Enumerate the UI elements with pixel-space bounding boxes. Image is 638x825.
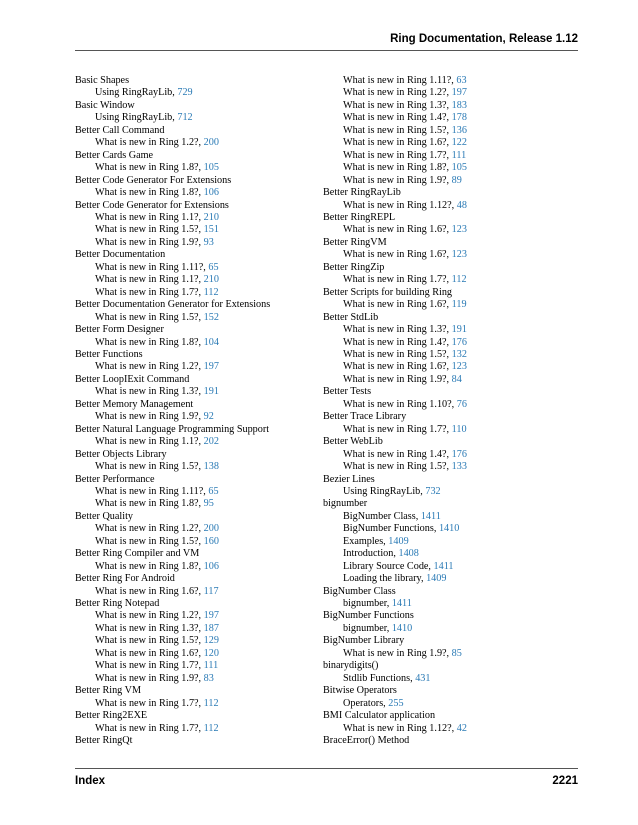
index-subentry xyxy=(323,723,563,735)
index-entry xyxy=(323,735,563,747)
index-entry xyxy=(75,349,315,361)
page-link[interactable]: 84 xyxy=(451,373,462,385)
index-subentry xyxy=(323,486,563,498)
index-entry-text: What is new in Ring 1.10?, xyxy=(343,398,457,410)
index-entry xyxy=(323,685,563,697)
page-link[interactable]: 104 xyxy=(203,336,219,348)
page-link[interactable]: 119 xyxy=(451,299,467,311)
index-subentry xyxy=(75,386,315,398)
index-entry-text: What is new in Ring 1.7?, xyxy=(343,274,452,286)
index-entry-text: Better Documentation Generator for Extensions xyxy=(75,299,271,311)
page-link[interactable]: 1409 xyxy=(388,535,409,547)
index-entry xyxy=(323,436,563,448)
page-link[interactable]: 112 xyxy=(203,286,219,298)
index-subentry xyxy=(323,623,563,635)
index-entry-text: What is new in Ring 1.8?, xyxy=(95,498,204,510)
index-entry xyxy=(75,511,315,523)
index-subentry xyxy=(323,125,563,137)
page-link[interactable]: 123 xyxy=(451,249,467,261)
index-entry-text: Introduction, xyxy=(343,548,399,560)
index-entry-text: What is new in Ring 1.6?, xyxy=(343,224,452,236)
index-entry-text: BMI Calculator application xyxy=(323,710,436,722)
page-link[interactable]: 123 xyxy=(451,224,467,236)
index-entry-text: What is new in Ring 1.6?, xyxy=(95,585,204,597)
index-subentry xyxy=(75,586,315,598)
page-link[interactable]: 65 xyxy=(208,485,219,497)
index-entry-text: What is new in Ring 1.5?, xyxy=(343,348,452,360)
index-subentry xyxy=(323,523,563,535)
index-subentry xyxy=(323,324,563,336)
page-link[interactable]: 1411 xyxy=(391,598,412,610)
index-subentry xyxy=(75,411,315,423)
page-link[interactable]: 1411 xyxy=(433,560,454,572)
page-link[interactable]: 431 xyxy=(415,672,431,684)
index-entry xyxy=(75,200,315,212)
page-link[interactable]: 110 xyxy=(451,423,467,435)
page-link[interactable]: 105 xyxy=(451,162,467,174)
index-entry-text: bignumber, xyxy=(343,622,392,634)
index-entry-text: What is new in Ring 1.4?, xyxy=(343,336,452,348)
footer-page-number: 2221 xyxy=(552,775,578,787)
page-link[interactable]: 111 xyxy=(451,149,467,161)
index-subentry xyxy=(323,200,563,212)
index-entry-text: What is new in Ring 1.9?, xyxy=(343,647,452,659)
page-link[interactable]: 65 xyxy=(208,261,219,273)
index-entry-text: What is new in Ring 1.5?, xyxy=(343,124,452,136)
index-subentry xyxy=(75,461,315,473)
index-entry-text: What is new in Ring 1.4?, xyxy=(343,448,452,460)
page-link[interactable]: 200 xyxy=(203,523,219,535)
index-subentry xyxy=(323,361,563,373)
index-entry-text: What is new in Ring 1.12?, xyxy=(343,199,457,211)
index-entry-text: What is new in Ring 1.8?, xyxy=(95,162,204,174)
index-subentry xyxy=(75,486,315,498)
page-link[interactable]: 112 xyxy=(203,722,219,734)
index-subentry xyxy=(323,548,563,560)
index-entry-text: What is new in Ring 1.12?, xyxy=(343,722,457,734)
index-subentry xyxy=(323,274,563,286)
page-link[interactable]: 200 xyxy=(203,137,219,149)
page-link[interactable]: 129 xyxy=(203,635,219,647)
index-entry-text: Better Natural Language Programming Support xyxy=(75,423,270,435)
index-subentry xyxy=(323,561,563,573)
index-entry-text: What is new in Ring 1.3?, xyxy=(343,99,452,111)
index-entry xyxy=(75,374,315,386)
index-subentry xyxy=(75,274,315,286)
page-link[interactable]: 255 xyxy=(388,697,404,709)
index-entry xyxy=(75,449,315,461)
index-entry-text: What is new in Ring 1.8?, xyxy=(95,560,204,572)
index-entry-text: What is new in Ring 1.6?, xyxy=(343,361,452,373)
index-entry-text: Better RingZip xyxy=(323,261,385,273)
page-link[interactable]: 138 xyxy=(203,461,219,473)
index-subentry xyxy=(323,698,563,710)
index-entry-text: What is new in Ring 1.7?, xyxy=(95,660,204,672)
index-entry-text: Operators, xyxy=(343,697,389,709)
index-entry-text: Basic Window xyxy=(75,99,135,111)
index-entry-text: Better Trace Library xyxy=(323,411,407,423)
index-entry-text: What is new in Ring 1.6?, xyxy=(95,647,204,659)
index-entry-text: BigNumber Library xyxy=(323,635,405,647)
index-subentry xyxy=(75,660,315,672)
page-link[interactable]: 1410 xyxy=(438,523,460,535)
index-entry xyxy=(75,548,315,560)
page-link[interactable]: 85 xyxy=(451,647,462,659)
index-column-right xyxy=(323,75,563,747)
index-entry xyxy=(75,474,315,486)
page-link[interactable]: 202 xyxy=(203,436,219,448)
index-subentry xyxy=(75,648,315,660)
index-entry-text: Better Ring2EXE xyxy=(75,710,148,722)
index-entry xyxy=(75,735,315,747)
index-subentry xyxy=(323,87,563,99)
index-entry xyxy=(323,212,563,224)
index-subentry xyxy=(75,536,315,548)
page-link[interactable]: 176 xyxy=(451,448,467,460)
page-link[interactable]: 1411 xyxy=(420,510,441,522)
page-link[interactable]: 136 xyxy=(451,124,467,136)
index-entry xyxy=(75,100,315,112)
index-subentry xyxy=(75,287,315,299)
index-entry-text: Using RingRayLib, xyxy=(95,87,178,99)
index-entry-text: Examples, xyxy=(343,535,389,547)
index-subentry xyxy=(323,249,563,261)
index-entry-text: What is new in Ring 1.7?, xyxy=(343,149,452,161)
page-link[interactable]: 89 xyxy=(451,174,462,186)
index-entry-text: What is new in Ring 1.2?, xyxy=(95,361,204,373)
page-link[interactable]: 712 xyxy=(177,112,193,124)
index-subentry xyxy=(75,498,315,510)
index-entry xyxy=(323,710,563,722)
index-entry-text: Better RingREPL xyxy=(323,211,396,223)
page-link[interactable]: 197 xyxy=(203,610,219,622)
index-entry-text: Better Ring Notepad xyxy=(75,598,160,610)
index-entry-text: What is new in Ring 1.2?, xyxy=(95,137,204,149)
index-subentry xyxy=(323,175,563,187)
index-entry xyxy=(75,249,315,261)
index-subentry xyxy=(323,598,563,610)
index-subentry xyxy=(75,523,315,535)
footer-divider xyxy=(75,768,578,769)
index-entry-text: Better Memory Management xyxy=(75,398,194,410)
index-entry-text: What is new in Ring 1.6?, xyxy=(343,249,452,261)
index-entry-text: Better Code Generator For Extensions xyxy=(75,174,232,186)
index-subentry xyxy=(323,511,563,523)
index-entry-text: Better Ring VM xyxy=(75,685,142,697)
page-link[interactable]: 183 xyxy=(451,99,467,111)
index-subentry xyxy=(75,262,315,274)
index-column-left xyxy=(75,75,315,747)
index-entry xyxy=(75,573,315,585)
index-entry-text: Stdlib Functions, xyxy=(343,672,416,684)
index-entry xyxy=(323,474,563,486)
page-link[interactable]: 197 xyxy=(203,361,219,373)
index-entry-text: Library Source Code, xyxy=(343,560,434,572)
index-entry-text: Better Quality xyxy=(75,510,133,522)
index-entry-text: What is new in Ring 1.5?, xyxy=(95,224,204,236)
index-subentry xyxy=(323,374,563,386)
index-subentry xyxy=(323,424,563,436)
index-entry-text: What is new in Ring 1.5?, xyxy=(343,461,452,473)
index-entry-text: Better Form Designer xyxy=(75,324,164,336)
index-entry-text: What is new in Ring 1.6?, xyxy=(343,137,452,149)
page-link[interactable]: 117 xyxy=(203,585,219,597)
index-subentry xyxy=(323,399,563,411)
index-entry-text: What is new in Ring 1.11?, xyxy=(343,75,457,86)
index-entry-text: What is new in Ring 1.3?, xyxy=(95,386,204,398)
index-entry-text: Better RingVM xyxy=(323,236,387,248)
index-subentry xyxy=(75,224,315,236)
index-entry-text: What is new in Ring 1.8?, xyxy=(95,336,204,348)
index-entry-text: Better RingRayLib xyxy=(323,187,401,199)
index-subentry xyxy=(75,337,315,349)
index-entry-text: What is new in Ring 1.9?, xyxy=(95,411,204,423)
index-entry-text: What is new in Ring 1.7?, xyxy=(95,697,204,709)
index-subentry xyxy=(323,648,563,660)
index-subentry xyxy=(323,536,563,548)
index-entry xyxy=(323,586,563,598)
index-entry-text: Better Call Command xyxy=(75,124,165,136)
index-entry xyxy=(75,598,315,610)
index-entry xyxy=(75,324,315,336)
page-link[interactable]: 133 xyxy=(451,461,467,473)
index-subentry xyxy=(75,623,315,635)
index-subentry xyxy=(323,461,563,473)
index-entry-text: What is new in Ring 1.1?, xyxy=(95,211,204,223)
index-subentry xyxy=(75,436,315,448)
index-subentry xyxy=(323,349,563,361)
index-entry-text: Better Performance xyxy=(75,473,155,485)
index-entry-text: What is new in Ring 1.6?, xyxy=(343,299,452,311)
page-link[interactable]: 123 xyxy=(451,361,467,373)
page-link[interactable]: 120 xyxy=(203,647,219,659)
index-entry xyxy=(323,660,563,672)
index-entry-text: BraceError() Method xyxy=(323,735,410,747)
page-link[interactable]: 105 xyxy=(203,162,219,174)
index-entry-text: Better RingQt xyxy=(75,735,133,747)
index-subentry xyxy=(323,449,563,461)
index-entry-text: Better Ring Compiler and VM xyxy=(75,548,200,560)
index-entry xyxy=(75,685,315,697)
index-entry-text: What is new in Ring 1.5?, xyxy=(95,635,204,647)
index-subentry xyxy=(323,112,563,124)
page-link[interactable]: 132 xyxy=(451,348,467,360)
index-entry-text: Better Ring For Android xyxy=(75,573,175,585)
index-entry-text: What is new in Ring 1.7?, xyxy=(343,423,452,435)
page-link[interactable]: 191 xyxy=(451,324,467,336)
index-entry xyxy=(75,125,315,137)
index-entry-text: What is new in Ring 1.5?, xyxy=(95,461,204,473)
index-subentry xyxy=(323,224,563,236)
index-entry-text: What is new in Ring 1.9?, xyxy=(343,174,452,186)
index-subentry xyxy=(75,137,315,149)
index-subentry xyxy=(323,673,563,685)
index-entry xyxy=(323,498,563,510)
page-link[interactable]: 729 xyxy=(177,87,193,99)
index-subentry xyxy=(75,698,315,710)
index-entry-text: Basic Shapes xyxy=(75,75,130,86)
index-entry xyxy=(323,287,563,299)
page-link[interactable]: 176 xyxy=(451,336,467,348)
index-entry xyxy=(75,710,315,722)
page-link[interactable]: 191 xyxy=(203,386,219,398)
index-entry-text: What is new in Ring 1.8?, xyxy=(343,162,452,174)
index-entry-text: What is new in Ring 1.4?, xyxy=(343,112,452,124)
index-entry-text: What is new in Ring 1.1?, xyxy=(95,274,204,286)
header-divider xyxy=(75,50,578,51)
index-entry xyxy=(323,262,563,274)
footer-section-label: Index xyxy=(75,775,106,787)
index-entry-text: What is new in Ring 1.7?, xyxy=(95,722,204,734)
page-link[interactable]: 1409 xyxy=(426,573,447,585)
page-link[interactable]: 83 xyxy=(203,672,214,684)
index-entry xyxy=(75,424,315,436)
page-link[interactable]: 76 xyxy=(456,398,467,410)
index-entry-text: Better Functions xyxy=(75,348,143,360)
index-entry-text: Better Code Generator for Extensions xyxy=(75,199,229,211)
index-entry-text: Bezier Lines xyxy=(323,473,375,485)
page-link[interactable]: 111 xyxy=(203,660,219,672)
index-entry-text: Better Documentation xyxy=(75,249,166,261)
index-entry-text: BigNumber Functions, xyxy=(343,523,439,535)
index-subentry xyxy=(75,312,315,324)
index-entry-text: What is new in Ring 1.9?, xyxy=(95,672,204,684)
page-link[interactable]: 106 xyxy=(203,560,219,572)
page-link[interactable]: 197 xyxy=(451,87,467,99)
index-entry-text: Better Objects Library xyxy=(75,448,167,460)
index-entry xyxy=(323,386,563,398)
index-subentry xyxy=(75,187,315,199)
index-entry xyxy=(75,399,315,411)
index-subentry xyxy=(75,673,315,685)
index-entry-text: bignumber xyxy=(323,498,368,510)
index-subentry xyxy=(75,561,315,573)
index-entry-text: BigNumber Functions xyxy=(323,610,414,622)
page-link[interactable]: 732 xyxy=(425,485,441,497)
page-link[interactable]: 1408 xyxy=(398,548,419,560)
index-subentry xyxy=(75,361,315,373)
index-entry-text: What is new in Ring 1.7?, xyxy=(95,286,204,298)
page-link[interactable]: 178 xyxy=(451,112,467,124)
index-entry-text: What is new in Ring 1.5?, xyxy=(95,311,204,323)
page-link[interactable]: 106 xyxy=(203,187,219,199)
index-subentry xyxy=(75,112,315,124)
index-subentry xyxy=(75,87,315,99)
page-link[interactable]: 48 xyxy=(456,199,467,211)
index-entry-text: What is new in Ring 1.3?, xyxy=(95,622,204,634)
index-entry-text: What is new in Ring 1.8?, xyxy=(95,187,204,199)
index-subentry xyxy=(323,75,563,87)
index-entry-text: What is new in Ring 1.1?, xyxy=(95,436,204,448)
page-link[interactable]: 42 xyxy=(456,722,467,734)
index-subentry xyxy=(323,162,563,174)
index-entry-text: What is new in Ring 1.9?, xyxy=(343,373,452,385)
page-link[interactable]: 122 xyxy=(451,137,467,149)
index-subentry xyxy=(323,100,563,112)
index-subentry xyxy=(75,212,315,224)
page-link[interactable]: 210 xyxy=(203,211,219,223)
index-entry-text: Better StdLib xyxy=(323,311,379,323)
page-link[interactable]: 187 xyxy=(203,622,219,634)
page-link[interactable]: 1410 xyxy=(391,622,413,634)
index-subentry xyxy=(323,150,563,162)
index-entry xyxy=(75,175,315,187)
page-link[interactable]: 93 xyxy=(203,236,214,248)
page-link[interactable]: 95 xyxy=(203,498,214,510)
index-entry xyxy=(323,187,563,199)
page-link[interactable]: 112 xyxy=(451,274,467,286)
index-subentry xyxy=(323,337,563,349)
index-entry-text: Better Scripts for building Ring xyxy=(323,286,453,298)
index-entry-text: What is new in Ring 1.9?, xyxy=(95,236,204,248)
index-subentry xyxy=(323,299,563,311)
index-entry xyxy=(323,237,563,249)
index-entry-text: Better Cards Game xyxy=(75,149,154,161)
page-link[interactable]: 92 xyxy=(203,411,214,423)
index-entry xyxy=(75,75,315,87)
index-entry-text: Loading the library, xyxy=(343,573,427,585)
index-entry-text: Using RingRayLib, xyxy=(343,485,426,497)
index-subentry xyxy=(75,635,315,647)
index-entry-text: Better LoopIExit Command xyxy=(75,373,190,385)
index-entry-text: BigNumber Class, xyxy=(343,510,421,522)
page-link[interactable]: 112 xyxy=(203,697,219,709)
index-entry xyxy=(323,635,563,647)
index-entry xyxy=(323,411,563,423)
index-entry-text: BigNumber Class xyxy=(323,585,396,597)
index-entry-text: Using RingRayLib, xyxy=(95,112,178,124)
index-entry-text: What is new in Ring 1.11?, xyxy=(95,485,209,497)
index-subentry xyxy=(75,162,315,174)
index-entry-text: What is new in Ring 1.2?, xyxy=(95,523,204,535)
index-entry-text: bignumber, xyxy=(343,598,392,610)
index-entry xyxy=(323,312,563,324)
page-link[interactable]: 151 xyxy=(203,224,219,236)
index-entry-text: Better WebLib xyxy=(323,436,383,448)
page-link[interactable]: 152 xyxy=(203,311,219,323)
index-subentry xyxy=(323,137,563,149)
index-subentry xyxy=(75,723,315,735)
index-entry-text: binarydigits() xyxy=(323,660,379,672)
index-entry-text: What is new in Ring 1.5?, xyxy=(95,535,204,547)
index-entry-text: Bitwise Operators xyxy=(323,685,397,697)
index-subentry xyxy=(75,237,315,249)
page-link[interactable]: 210 xyxy=(203,274,219,286)
index-entry-text: What is new in Ring 1.3?, xyxy=(343,324,452,336)
page-link[interactable]: 160 xyxy=(203,535,219,547)
index-entry-text: What is new in Ring 1.2?, xyxy=(95,610,204,622)
index-subentry xyxy=(75,610,315,622)
index-entry xyxy=(323,610,563,622)
index-subentry xyxy=(323,573,563,585)
index-entry xyxy=(75,150,315,162)
index-entry xyxy=(75,299,315,311)
index-entry-text: Better Tests xyxy=(323,386,372,398)
index-entry-text: What is new in Ring 1.11?, xyxy=(95,261,209,273)
index-entry-text: What is new in Ring 1.2?, xyxy=(343,87,452,99)
running-header-title: Ring Documentation, Release 1.12 xyxy=(390,33,578,45)
page-link[interactable]: 63 xyxy=(456,75,467,86)
